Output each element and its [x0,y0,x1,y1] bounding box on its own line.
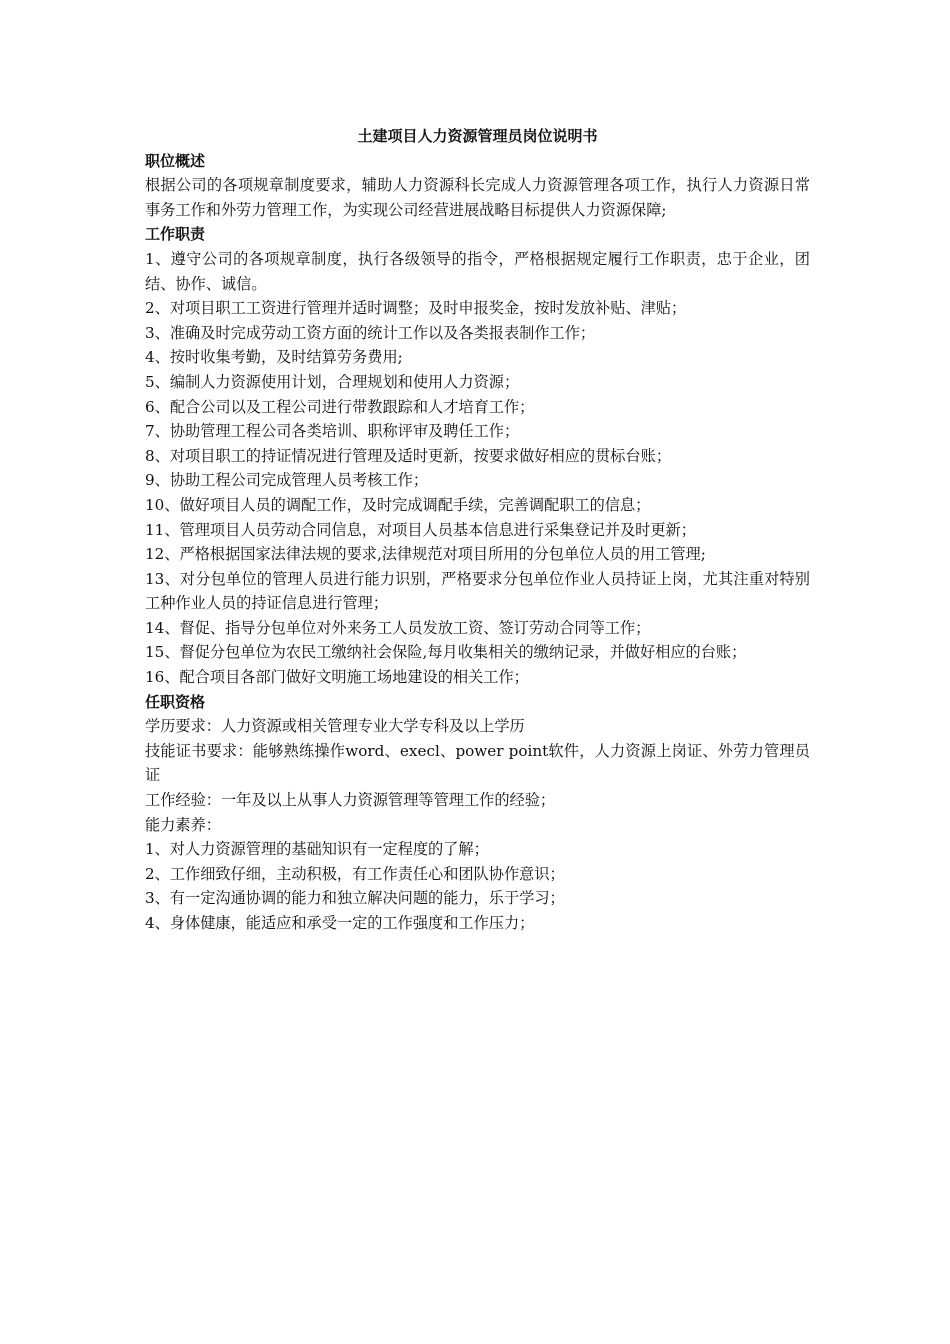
duty-item: 12、严格根据国家法律法规的要求,法律规范对项目所用的分包单位人员的用工管理; [145,545,706,564]
duty-item: 7、协助管理工程公司各类培训、职称评审及聘任工作； [145,422,520,441]
duty-item: 11、管理项目人员劳动合同信息，对项目人员基本信息进行采集登记并及时更新； [145,520,696,539]
duty-item: 4、按时收集考勤，及时结算劳务费用; [145,348,403,367]
document-title: 土建项目人力资源管理员岗位说明书 [357,127,598,145]
duty-item: 9、协助工程公司完成管理人员考核工作； [145,471,429,490]
duty-item: 13、对分包单位的管理人员进行能力识别，严格要求分包单位作业人员持证上岗，尤其注重对特别工种作业人员的持证信息进行管理； [145,569,810,613]
qualification-item: 工作经验：一年及以上从事人力资源管理等管理工作的经验； [145,791,556,810]
qualification-item: 能力素养： [145,815,221,834]
section-heading-duties: 工作职责 [145,225,206,244]
duty-item: 14、督促、指导分包单位对外来务工人员发放工资、签订劳动合同等工作； [145,618,651,637]
document-content [145,124,810,936]
qualification-item: 3、有一定沟通协调的能力和独立解决问题的能力，乐于学习； [145,889,565,908]
duty-item: 16、配合项目各部门做好文明施工场地建设的相关工作； [145,668,529,687]
qualification-item: 学历要求：人力资源或相关管理专业大学专科及以上学历 [145,717,525,736]
duty-item: 8、对项目职工的持证情况进行管理及适时更新，按要求做好相应的贯标台账； [145,446,672,465]
duty-item: 5、编制人力资源使用计划，合理规划和使用人力资源； [145,372,520,391]
qualification-item: 1、对人力资源管理的基础知识有一定程度的了解； [145,840,489,859]
duty-item: 2、对项目职工工资进行管理并适时调整；及时申报奖金，按时发放补贴、津贴； [145,299,687,318]
overview-text: 根据公司的各项规章制度要求，辅助人力资源科长完成人力资源管理各项工作，执行人力资源日常事务工作和外劳力管理工作，为实现公司经营进展战略目标提供人力资源保障; [145,176,810,219]
qualification-item: 技能证书要求：能够熟练操作word、execl、power point软件，人力资源上岗证、外劳力管理员证 [145,741,810,785]
duty-item: 15、督促分包单位为农民工缴纳社会保险,每月收集相关的缴纳记录，并做好相应的台账； [145,643,747,662]
duty-item: 6、配合公司以及工程公司进行带教跟踪和人才培育工作； [145,397,535,416]
section-heading-overview: 职位概述 [145,151,206,170]
qualification-item: 2、工作细致仔细，主动积极，有工作责任心和团队协作意识； [145,864,565,883]
duty-item: 3、准确及时完成劳动工资方面的统计工作以及各类报表制作工作； [145,323,596,342]
qualification-item: 4、身体健康，能适应和承受一定的工作强度和工作压力； [145,914,535,932]
section-heading-qualifications: 任职资格 [145,692,206,711]
duty-item: 10、做好项目人员的调配工作，及时完成调配手续，完善调配职工的信息； [145,495,651,514]
duty-item: 1、遵守公司的各项规章制度，执行各级领导的指令，严格根据规定履行工作职责，忠于企业，团结、协作、诚信。 [145,249,810,293]
